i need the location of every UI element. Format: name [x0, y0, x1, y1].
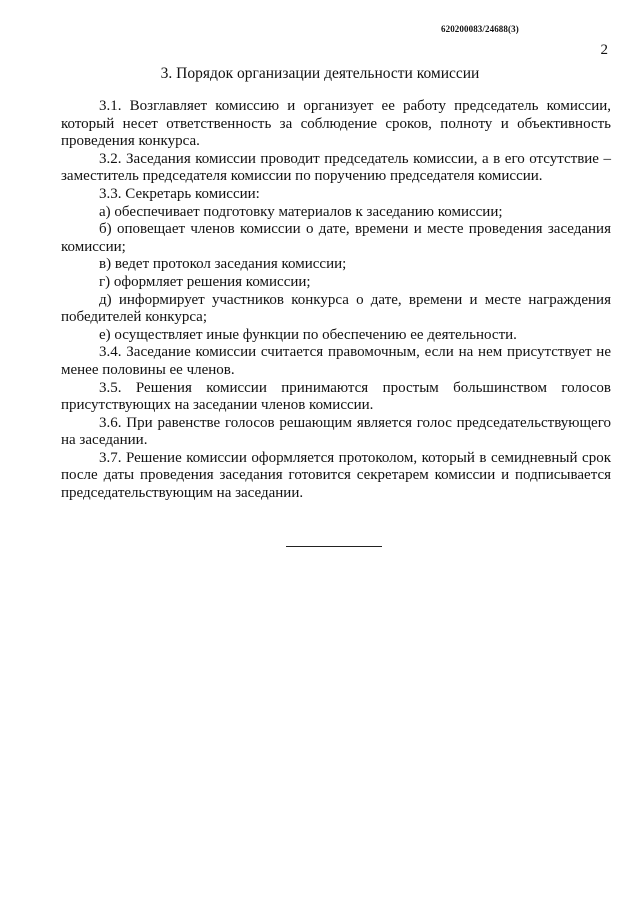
page-number: 2 — [600, 42, 608, 58]
paragraph-3-3: 3.3. Секретарь комиссии: — [99, 185, 260, 202]
list-item-a: а) обеспечивает подготовку материалов к заседанию комиссии; — [99, 203, 503, 220]
paragraph-3-2: 3.2. Заседания комиссии проводит председатель комиссии, а в его отсутствие – заместитель председателя комиссии по поручению председателя комиссии. — [61, 150, 611, 185]
list-item-g: г) оформляет решения комиссии; — [99, 273, 311, 290]
paragraph-3-1: 3.1. Возглавляет комиссию и организует ее работу председатель комиссии, который несет ответственность за соблюдение сроков, полноту и объективность проведения конкурса. — [61, 98, 611, 150]
list-item-v: в) ведет протокол заседания комиссии; — [99, 256, 347, 273]
paragraph-3-6: 3.6. При равенстве голосов решающим является голос председательствующего на заседании. — [61, 414, 611, 449]
list-item-d: д) информирует участников конкурса о дате, времени и месте награждения победителей конкурса; — [61, 291, 611, 326]
section-title: 3. Порядок организации деятельности комиссии — [160, 65, 480, 82]
end-of-text-rule — [286, 546, 382, 547]
paragraph-3-7: 3.7. Решение комиссии оформляется протоколом, который в семидневный срок после даты проведения заседания готовится секретарем комиссии и подписывается председательствующим на заседании. — [61, 449, 611, 502]
paragraph-3-4: 3.4. Заседание комиссии считается правомочным, если на нем присутствует не менее половины ее членов. — [61, 344, 611, 378]
list-item-e: е) осуществляет иные функции по обеспечению ее деятельности. — [99, 326, 517, 343]
document-code: 620200083/24688(3) — [441, 24, 519, 34]
list-item-b: б) оповещает членов комиссии о дате, времени и месте проведения заседания комиссии; — [61, 221, 611, 255]
document-body — [61, 98, 611, 503]
paragraph-3-5: 3.5. Решения комиссии принимаются простым большинством голосов присутствующих на заседании членов комиссии. — [61, 379, 611, 414]
